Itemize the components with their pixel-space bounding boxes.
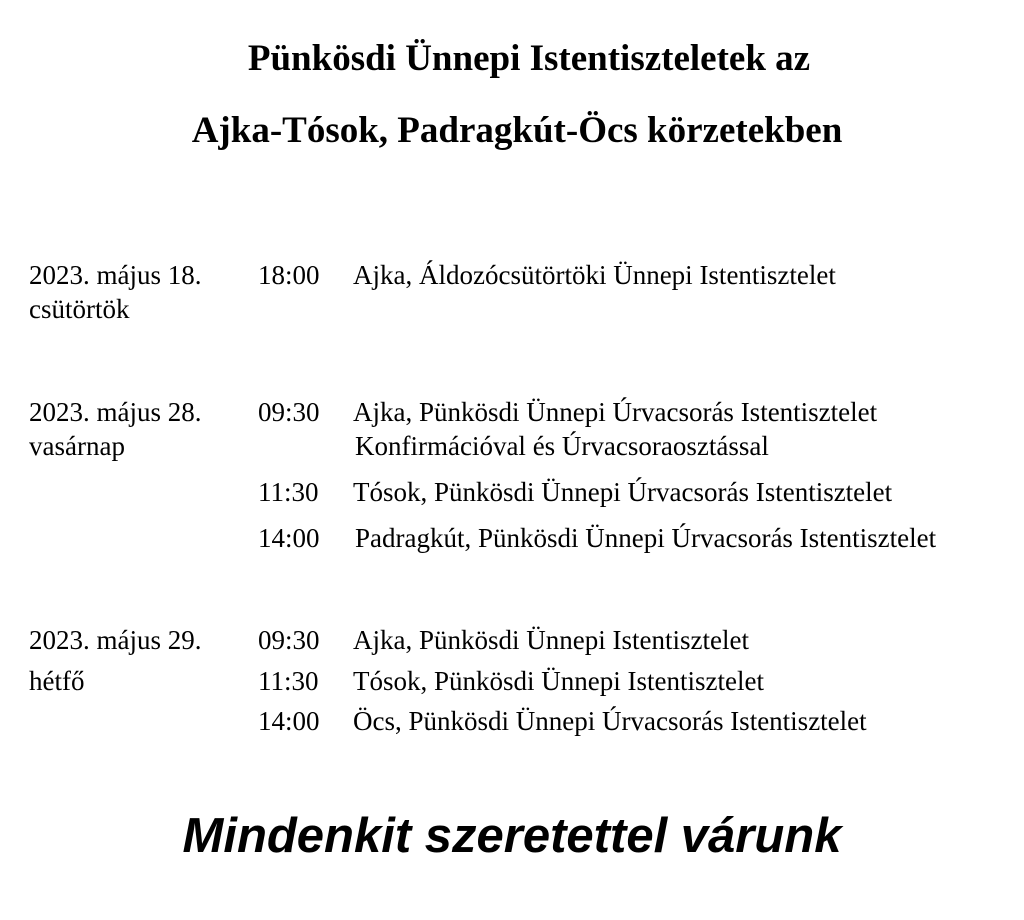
service-time: 11:30 xyxy=(258,477,319,507)
service-time: 14:00 xyxy=(258,706,320,736)
schedule-date: 2023. május 28. xyxy=(29,397,202,427)
schedule-weekday: hétfő xyxy=(29,666,85,696)
service-event: Öcs, Pünkösdi Ünnepi Úrvacsorás Istentisztelet xyxy=(353,706,867,736)
service-time: 14:00 xyxy=(258,523,320,553)
service-event: Padragkút, Pünkösdi Ünnepi Úrvacsorás Istentisztelet xyxy=(355,523,937,553)
service-time: 09:30 xyxy=(258,625,320,655)
service-time: 09:30 xyxy=(258,397,320,427)
service-event: Tósok, Pünkösdi Ünnepi Istentisztelet xyxy=(353,666,764,696)
schedule-date: 2023. május 29. xyxy=(29,625,202,655)
schedule-date: 2023. május 18. xyxy=(29,260,202,290)
schedule-weekday: vasárnap xyxy=(29,431,125,461)
service-time: 18:00 xyxy=(258,260,320,290)
closing-message: Mindenkit szeretettel várunk xyxy=(182,809,842,863)
service-event: Tósok, Pünkösdi Ünnepi Úrvacsorás Istentisztelet xyxy=(353,477,893,507)
service-time: 11:30 xyxy=(258,666,319,696)
service-event: Ajka, Áldozócsütörtöki Ünnepi Istentisztelet xyxy=(353,260,836,290)
page-title-line-2: Ajka-Tósok, Padragkút-Öcs körzetekben xyxy=(191,110,843,151)
service-event-continuation: Konfirmációval és Úrvacsoraosztással xyxy=(355,431,769,461)
service-event: Ajka, Pünkösdi Ünnepi Istentisztelet xyxy=(353,625,749,655)
service-event: Ajka, Pünkösdi Ünnepi Úrvacsorás Istentisztelet xyxy=(353,397,878,427)
page-title-line-1: Pünkösdi Ünnepi Istentiszteletek az xyxy=(247,38,811,79)
schedule-weekday: csütörtök xyxy=(29,294,130,324)
